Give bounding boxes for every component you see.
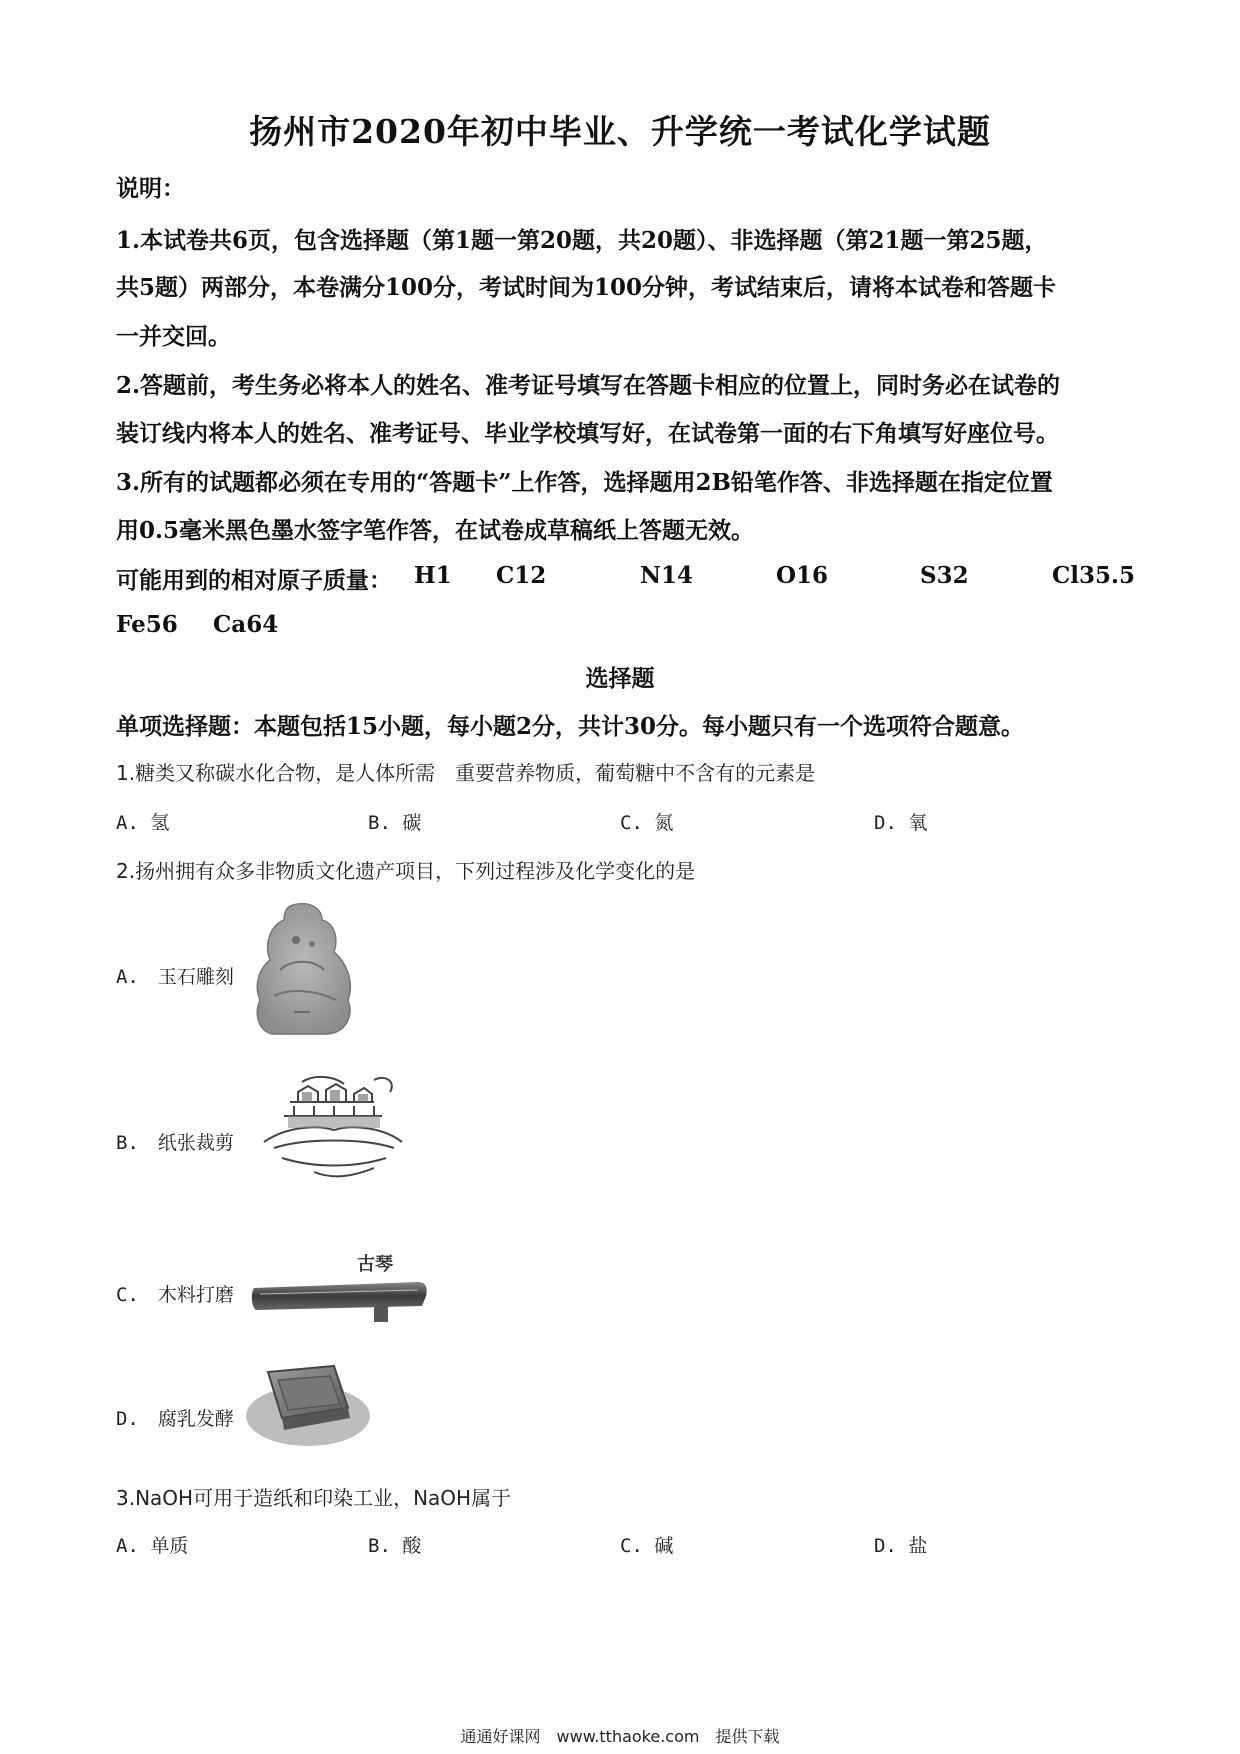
- question-1-stem: 1.糖类又称碳水化合物，是人体所需 重要营养物质，葡萄糖中不含有的元素是: [116, 761, 816, 785]
- atomic-mass-o: O16: [776, 562, 829, 589]
- fermented-tofu-image: [238, 1356, 372, 1452]
- question-3-option-c: C. 碱: [620, 1535, 674, 1557]
- question-1-option-d: D. 氧: [874, 812, 928, 834]
- page-title: 扬州市2020年初中毕业、升学统一考试化学试题: [249, 112, 991, 151]
- atomic-mass-cl: Cl35.5: [1052, 562, 1136, 589]
- atomic-mass-ca: Ca64: [213, 611, 279, 638]
- jade-carving-image: [250, 900, 360, 1038]
- question-1-option-c: C. 氮: [620, 812, 674, 834]
- intro-heading: 说明：: [116, 175, 185, 202]
- question-2-option-b: B. 纸张裁剪: [116, 1132, 234, 1154]
- intro-line-3: 一并交回。: [116, 323, 231, 350]
- atomic-mass-n: N14: [640, 562, 694, 589]
- atomic-mass-s: S32: [920, 562, 969, 589]
- intro-line-4: 2.答题前，考生务必将本人的姓名、准考证号填写在答题卡相应的位置上，同时务必在试卷的: [116, 372, 1061, 399]
- section-title: 选择题: [585, 665, 655, 692]
- intro-line-2: 共5题）两部分，本卷满分100分，考试时间为100分钟，考试结束后，请将本试卷和答题卡: [116, 274, 1057, 301]
- atomic-mass-h: H1: [414, 562, 452, 589]
- question-2-option-d: D. 腐乳发酵: [116, 1408, 234, 1430]
- question-2-stem: 2.扬州拥有众多非物质文化遗产项目，下列过程涉及化学变化的是: [116, 859, 696, 883]
- atomic-mass-c: C12: [496, 562, 547, 589]
- question-3-option-d: D. 盐: [874, 1535, 928, 1557]
- page-footer: 通通好课网 www.tthaoke.com 提供下载: [460, 1727, 780, 1746]
- intro-line-6: 3.所有的试题都必须在专用的“答题卡”上作答，选择题用2B铅笔作答、非选择题在指定位置: [116, 469, 1053, 496]
- section-instruction: 单项选择题：本题包括15小题，每小题2分，共计30分。每小题只有一个选项符合题意。: [116, 713, 1025, 740]
- question-3-option-b: B. 酸: [368, 1535, 422, 1557]
- atomic-mass-fe: Fe56: [116, 611, 178, 638]
- intro-line-7: 用0.5毫米黑色墨水签字笔作答，在试卷成草稿纸上答题无效。: [116, 517, 755, 544]
- intro-line-5: 装订线内将本人的姓名、准考证号、毕业学校填写好，在试卷第一面的右下角填写好座位号。: [116, 420, 1059, 447]
- question-3-option-a: A. 单质: [116, 1535, 189, 1557]
- guqin-image: [250, 1270, 430, 1328]
- question-3-stem: 3.NaOH可用于造纸和印染工业，NaOH属于: [116, 1486, 512, 1510]
- question-2-option-a: A. 玉石雕刻: [116, 966, 234, 988]
- paper-cutting-image: [254, 1072, 410, 1184]
- question-1-option-a: A. 氢: [116, 812, 170, 834]
- question-1-option-b: B. 碳: [368, 812, 422, 834]
- question-2-option-c: C. 木料打磨: [116, 1284, 234, 1306]
- atomic-mass-label: 可能用到的相对原子质量：: [116, 567, 392, 594]
- intro-line-1: 1.本试卷共6页，包含选择题（第1题一第20题，共20题）、非选择题（第21题一第25题，: [116, 227, 1048, 254]
- guqin-caption: 古琴: [357, 1254, 393, 1275]
